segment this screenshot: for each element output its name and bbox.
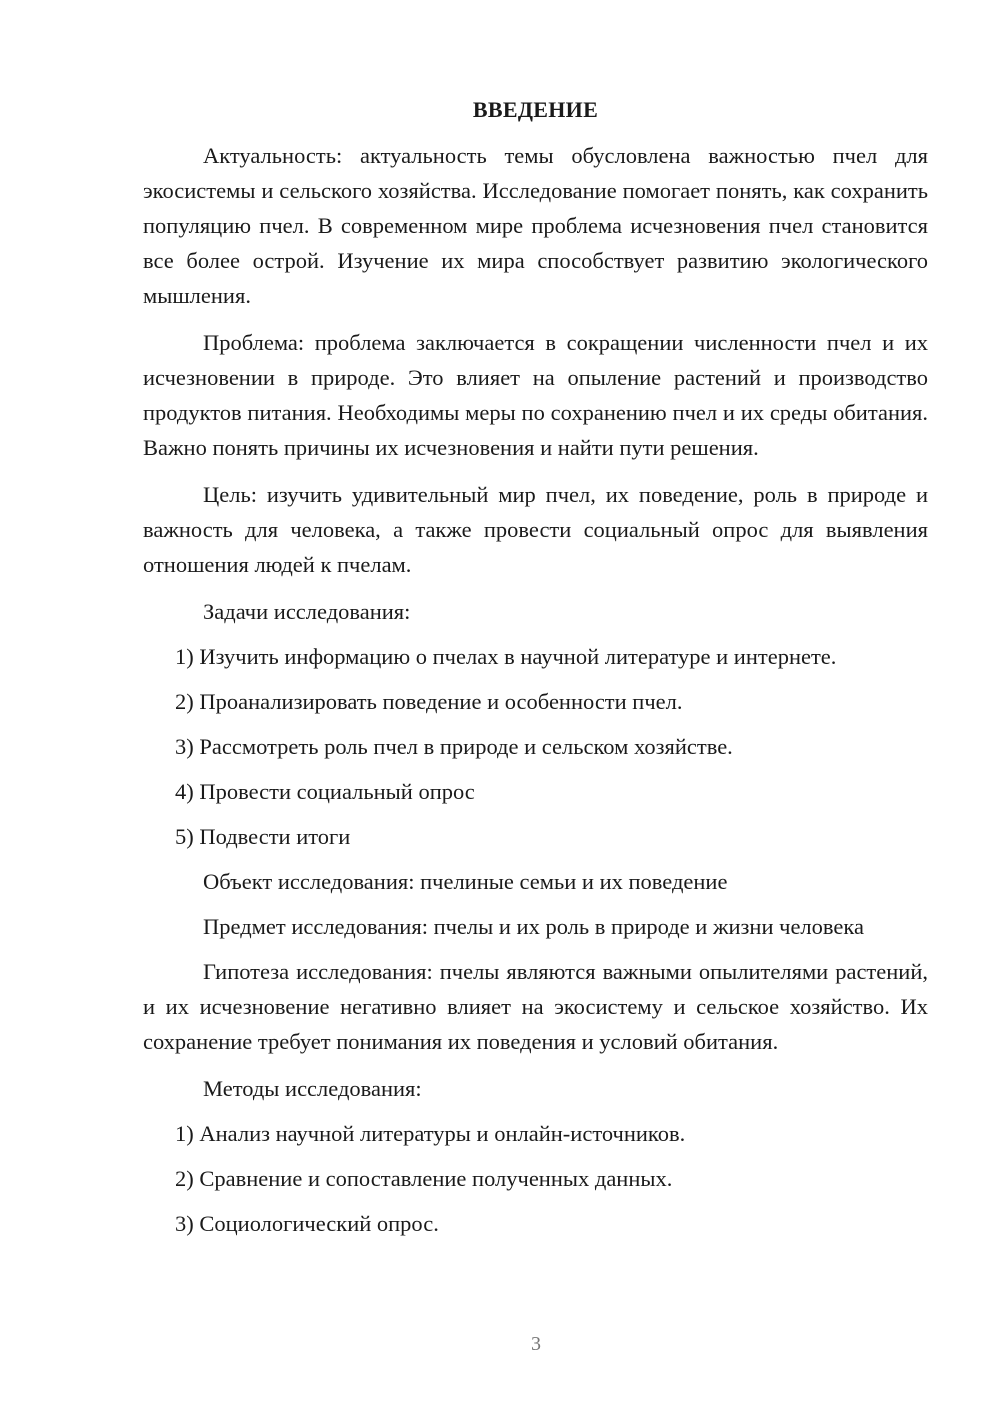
research-subject: Предмет исследования: пчелы и их роль в природе и жизни человека: [203, 914, 864, 939]
research-object: Объект исследования: пчелиные семьи и их поведение: [203, 869, 728, 894]
method-item: 2) Сравнение и сопоставление полученных данных.: [175, 1166, 673, 1191]
task-item: 4) Провести социальный опрос: [175, 779, 475, 804]
tasks-heading: Задачи исследования:: [203, 599, 411, 624]
methods-heading: Методы исследования:: [203, 1076, 422, 1101]
relevance-paragraph: Актуальность: актуальность темы обусловлена важностью пчел для экосистемы и сельского хозяйства. Исследование помогает понять, как сохранить популяцию пчел. В современном мире проблема исчезновения пчел становится все более острой. Изучение их мира способствует развитию экологического мышления.: [143, 143, 928, 308]
hypothesis-paragraph: Гипотеза исследования: пчелы являются важными опылителями растений, и их исчезновение негативно влияет на экосистему и сельское хозяйство. Их сохранение требует понимания их поведения и условий обитания.: [143, 959, 928, 1054]
method-item: 3) Социологический опрос.: [175, 1211, 439, 1236]
task-item: 2) Проанализировать поведение и особенности пчел.: [175, 689, 683, 714]
task-item: 3) Рассмотреть роль пчел в природе и сельском хозяйстве.: [175, 734, 733, 759]
page-title: ВВЕДЕНИЕ: [472, 97, 599, 122]
method-item: 1) Анализ научной литературы и онлайн-источников.: [175, 1121, 686, 1146]
page-number: 3: [531, 1333, 541, 1355]
task-item: 5) Подвести итоги: [175, 824, 351, 849]
task-item: 1) Изучить информацию о пчелах в научной литературе и интернете.: [175, 644, 837, 669]
goal-paragraph: Цель: изучить удивительный мир пчел, их поведение, роль в природе и важность для человека, а также провести социальный опрос для выявления отношения людей к пчелам.: [143, 482, 928, 577]
problem-paragraph: Проблема: проблема заключается в сокращении численности пчел и их исчезновении в природе. Это влияет на опыление растений и производство продуктов питания. Необходимы меры по сохранению пчел и их среды обитания. Важно понять причины их исчезновения и найти пути решения.: [143, 330, 928, 460]
page-content: [143, 94, 928, 1251]
